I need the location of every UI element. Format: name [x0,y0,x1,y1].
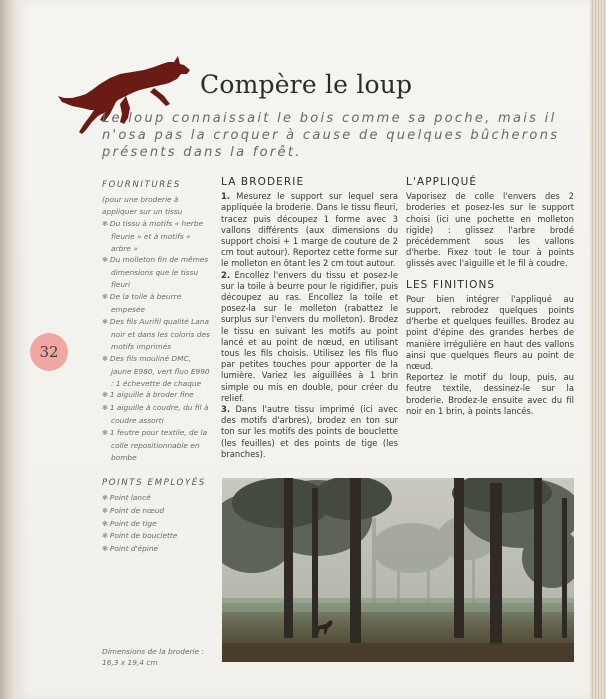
list-item: ❃ Point lancé [102,492,151,502]
points-heading: POINTS EMPLOYÉS [102,477,206,488]
fournitures-intro: (pour une broderie à appliquer sur un tissu [102,194,183,216]
dimensions-note [102,647,212,668]
page-edge [590,0,606,699]
list-item: ❃ 1 aiguille à coudre, du fil à coudre assorti [102,403,209,426]
flower-icon: ❃ [102,493,108,502]
fournitures-list [102,194,212,464]
broderie-heading: LA BRODERIE [221,176,305,188]
forest-photo [222,478,574,662]
list-item: ❃ De la toile à beurre empesée [102,292,182,315]
finitions-text-2: Reportez le motif du loup, puis, au feutre textile, dessinez-le sur la broderie. Brodez-le ensuite avec du fil noir en 1 brin, à points lancés. [406,372,574,416]
flower-icon: ❃ [102,391,108,400]
step-number: 2. [221,269,231,280]
flower-icon: ❃ [102,429,108,438]
list-item: ❃ Des fils mouliné DMC, jaune E980, vert fluo E990 : 1 échevette de chaque [102,353,210,388]
applique-column [406,177,574,417]
step-number: 1. [221,191,231,202]
flower-icon: ❃ [102,404,108,413]
list-item: ❃ 1 aiguille à broder fine [102,390,194,400]
list-item: ❃ Point de tige [102,518,157,528]
broderie-step-1: 1. Mesurez le support sur lequel sera appliquée la broderie. Dans le tissu fleuri, tracez puis découpez 1 forme avec 3 vallons différents (aux dimensions du support choisi + 1 marge de couture de 2 cm tout autour). Reportez cette forme sur le molleton en ôtant les 2 cm tout autour. [221,191,398,269]
list-item: ❃ Du tissu à motifs « herbe fleurie » et à motifs « arbre » [102,218,204,253]
intro-text: Le loup connaissait le bois comme sa poche, mais il n'osa pas la croquer à cause de quelques bûcherons présents dans la forêt. [102,111,560,160]
list-item: ❃ Point d'épine [102,544,159,554]
fournitures-heading: FOURNITURES [102,180,181,190]
flower-icon: ❃ [102,506,108,515]
sidebar [102,180,212,556]
page-title: Compère le loup [200,70,413,99]
flower-icon: ❃ [102,256,108,265]
broderie-step-2: 2. Encollez l'envers du tissu et posez-le sur la toile à beurre pour le rigidifier, puis découpez au ras. Encollez la toile et posez-la sur le molleton (rabattez le surplus sur l'envers du molleton). Brodez le tissu en suivant les motifs au point lancé et au point de nœud, en utilisant tous les fils choisis. Utilisez les fils fluo par petites touches pour apporter de la lumière. Variez les aiguillées à 1 brin simple ou mis en double, pour créer du relief. [221,269,398,403]
flower-icon: ❃ [102,545,108,554]
applique-text: Vaporisez de colle l'envers des 2 broderies et posez-les sur le support choisi (ici une pochette en molleton rigide) : glissez l'arbre brodé précédemment sous les vallons d'herbe. Fixez tout le tour à points glissés avec l'aiguille et le fil à coudre. [406,191,574,269]
finitions-text-1: Pour bien intégrer l'appliqué au support, rebrodez quelques points d'herbe et quelques feuilles. Brodez au point d'épine des grandes herbes de manière irrégulière en haut des vallons ainsi que quelques fleurs au point de nœud. [406,293,574,372]
list-item: ❃ Point de bouclette [102,531,178,541]
list-item: ❃ Du molleton fin de mêmes dimensions que le tissu fleuri [102,255,209,290]
points-list [102,492,212,557]
list-item: ❃ 1 feutre pour textile, de la colle repositionnable en bombe [102,428,208,462]
broderie-column [221,177,398,460]
list-item: ❃ Des fils Aurifil qualité Lana noir et dans les coloris des motifs imprimés [102,316,210,351]
flower-icon: ❃ [102,519,108,528]
step-number: 3. [221,404,231,415]
dimensions-label: Dimensions de la broderie : [102,647,204,656]
broderie-step-3: 3. Dans l'autre tissu imprimé (ici avec des motifs d'arbres), brodez en ton sur ton sur les motifs des points de bouclette (les feuilles) et des points de tige (les branches). [221,404,398,459]
book-binding [0,0,16,699]
list-item: ❃ Point de nœud [102,505,165,515]
applique-heading: L'APPLIQUÉ [406,176,478,188]
dimensions-value: 16,3 x 19,4 cm [102,657,158,667]
flower-icon: ❃ [102,317,108,326]
flower-icon: ❃ [102,532,108,541]
flower-icon: ❃ [102,293,108,302]
page-number: 32 [30,333,68,371]
finitions-heading: LES FINITIONS [406,278,496,291]
flower-icon: ❃ [102,219,108,228]
flower-icon: ❃ [102,354,108,363]
